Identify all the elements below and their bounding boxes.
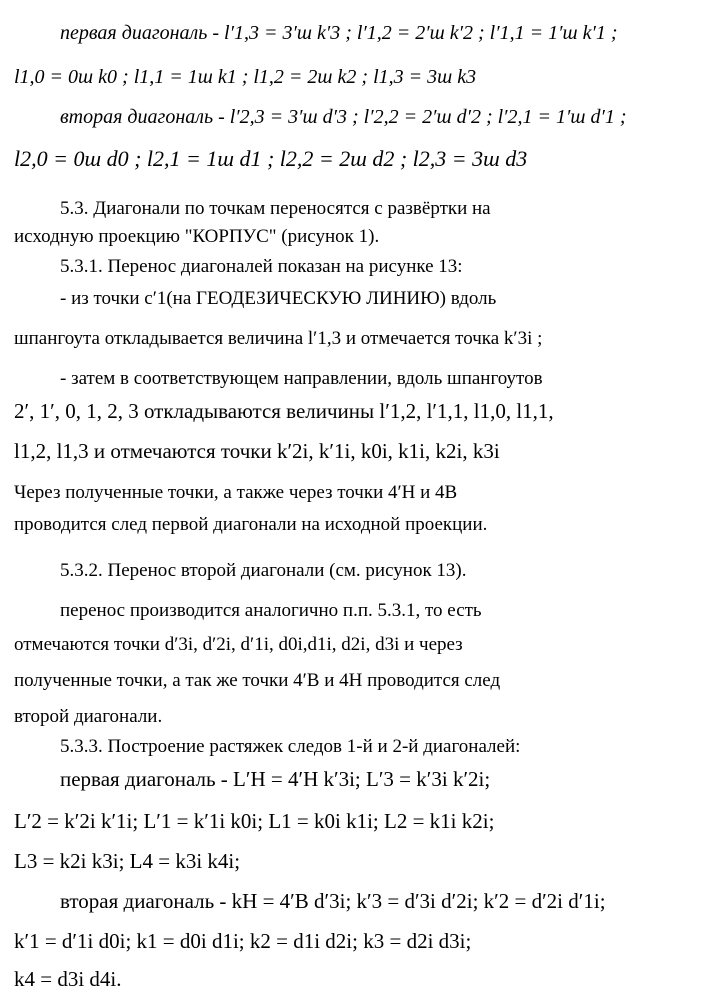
text-line-1: первая диагональ - l′1,3 = 3′ш k′3 ; l′1,2 = 2′ш k′2 ; l′1,1 = 1′ш k′1 ;	[60, 22, 618, 44]
text-line-21: первая диагональ - L′H = 4′H k′3i; L′3 = k′3i k′2i;	[60, 767, 491, 791]
text-line-17: отмечаются точки d′3i, d′2i, d′1i, d0i,d1i, d2i, d3i и через	[14, 634, 463, 655]
text-line-14: проводится след первой диагонали на исходной проекции.	[14, 514, 488, 535]
text-line-23: L3 = k2i k3i; L4 = k3i k4i;	[14, 849, 241, 873]
text-line-10: - затем в соответствующем направлении, вдоль шпангоутов	[60, 368, 543, 389]
text-line-26: k4 = d3i d4i.	[14, 967, 122, 991]
text-line-15: 5.3.2. Перенос второй диагонали (см. рисунок 13).	[60, 560, 467, 581]
text-line-8: - из точки c′1(на ГЕОДЕЗИЧЕСКУЮ ЛИНИЮ) вдоль	[60, 288, 497, 309]
text-line-25: k′1 = d′1i d0i; k1 = d0i d1i; k2 = d1i d2i; k3 = d2i d3i;	[14, 929, 472, 953]
text-line-13: Через полученные точки, а также через точки 4′H и 4B	[14, 482, 458, 503]
text-line-2: l1,0 = 0ш k0 ; l1,1 = 1ш k1 ; l1,2 = 2ш k2 ; l1,3 = 3ш k3	[14, 66, 477, 88]
text-line-24: вторая диагональ - kH = 4′B d′3i; k′3 = d′3i d′2i; k′2 = d′2i d′1i;	[60, 889, 606, 913]
text-line-19: второй диагонали.	[14, 706, 163, 727]
text-line-20: 5.3.3. Построение растяжек следов 1-й и 2-й диагоналей:	[60, 736, 521, 757]
text-line-11: 2′, 1′, 0, 1, 2, 3 откладываются величины l′1,2, l′1,1, l1,0, l1,1,	[14, 399, 554, 423]
text-line-22: L′2 = k′2i k′1i; L′1 = k′1i k0i; L1 = k0i k1i; L2 = k1i k2i;	[14, 809, 495, 833]
text-line-5: 5.3. Диагонали по точкам переносятся с развёртки на	[60, 198, 491, 219]
text-line-9: шпангоута откладывается величина l′1,3 и отмечается точка k′3i ;	[14, 328, 543, 349]
text-line-6: исходную проекцию "КОРПУС" (рисунок 1).	[14, 226, 380, 247]
text-line-16: перенос производится аналогично п.п. 5.3.1, то есть	[60, 600, 482, 621]
text-line-3: вторая диагональ - l′2,3 = 3′ш d′3 ; l′2,2 = 2′ш d′2 ; l′2,1 = 1′ш d′1 ;	[60, 106, 627, 128]
text-line-4: l2,0 = 0ш d0 ; l2,1 = 1ш d1 ; l2,2 = 2ш d2 ; l2,3 = 3ш d3	[14, 146, 528, 171]
text-line-18: полученные точки, а так же точки 4′B и 4H проводится след	[14, 670, 501, 691]
text-line-12: l1,2, l1,3 и отмечаются точки k′2i, k′1i, k0i, k1i, k2i, k3i	[14, 439, 500, 463]
text-line-7: 5.3.1. Перенос диагоналей показан на рисунке 13:	[60, 256, 463, 277]
